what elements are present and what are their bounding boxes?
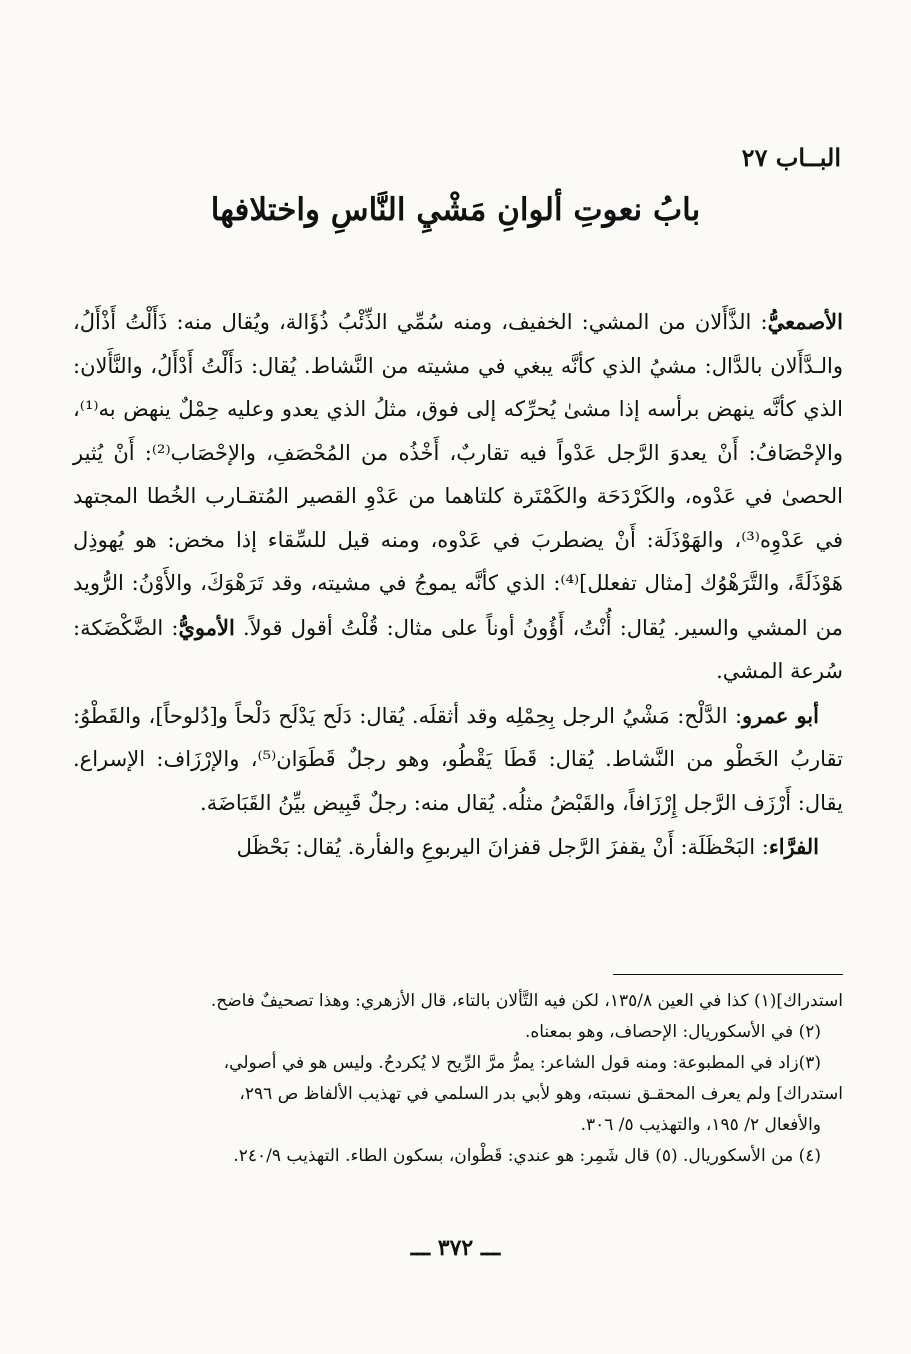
footnote-tag: استدراك]: [776, 1084, 843, 1104]
footnote-line: [15, 1079, 843, 1110]
footnote-text: والأفعال ٢/ ١٩٥، والتهذيب ٥/ ٣٠٦.: [580, 1115, 821, 1135]
footnote-text: (٤) من الأسكوريال. (٥) قال شَمِر: هو عندي: قَطْوان، بسكون الطاء. التهذيب ٢٤٠/٩.: [233, 1146, 821, 1166]
source-name: الأصمعيُّ: [767, 309, 843, 334]
footnote-line: [15, 986, 843, 1017]
source-name: أبو عمرو: [742, 702, 819, 728]
footnote-tag: استدراك]: [776, 991, 843, 1011]
footnote-text: (٣)زاد في المطبوعة: ومنه قول الشاعر: يمرُّ مرَّ الرِّيح لا يُكردحُ. وليس هو في أصولي،: [223, 1053, 821, 1073]
main-text: [73, 300, 843, 870]
footnote-text: (٢) في الأسكوريال: الإحصاف، وهو بمعناه.: [524, 1022, 821, 1042]
paragraph-abu-amr: [73, 694, 843, 826]
footnote-text: (١) كذا في العين ١٣٥/٨، لكن فيه التَّألان بالتاء، قال الأزهري: وهذا تصحيفٌ فاضح.: [210, 991, 777, 1011]
footnote-line: [15, 1048, 843, 1079]
chapter-label: البــاب ٢٧: [741, 143, 841, 172]
footnote-line: [15, 1141, 843, 1172]
footnote-divider: [613, 974, 843, 975]
footnote-text: ولم يعرف المحقـق نسبته، وهو لأبي بدر السلمي في تهذيب الألفاظ ص ٢٩٦،: [239, 1084, 771, 1104]
paragraph-asmai: [73, 300, 843, 694]
source-name: الفرَّاء: [768, 834, 819, 859]
footnote-line: [15, 1017, 843, 1048]
paragraph-text: : الدَّلْح: مَشْيُ الرجل بِحِمْلِه وقد أثقلَه. يُقال: دَلَح يَدْلَح دَلْحاً و[دُلوحاً]، والقَطْوُ: تقاربُ الخَطْو من النَّشاط. يُقال: قَطَا يَقْطُو، وهو رجلٌ قَطَوَان⁽⁵⁾، والإرْزَاف: الإسراع. يقال: أَرْزَف الرَّجل إِرْزَافاً، والقَبْضُ مثلُه. يُقال منه: رجلٌ قَبِيض بيِّنُ القَبَاضَة.: [73, 703, 843, 815]
paragraph-text: : الذَّأَلان من المشي: الخفيف، ومنه سُمِّي الذِّئْبُ ذُؤَالة، ويُقال منه: ذَأَلْتُ أَذْأَلُ، والـدَّأَلان بالدَّال: مشيُ الذي كأنَّه يبغي في مشيته من النَّشاط. يُقال: دَأَلْتُ أَدْأَلُ، والنَّأَلان: الذي كأنَّه ينهض برأسه إذا مشىٰ يُحرِّكه إلى فوق، مثلُ الذي يعدو وعليه حِمْلٌ ينهض به⁽¹⁾، والإحْصَافُ: أَنْ يعدوَ الرَّجل عَدْواً فيه تقاربٌ، أَخْذُه من المُحْصَفِ، والإحْصَاب⁽²⁾: أَنْ يُثير الحصىٰ في عَدْوه، والكَرْدَحَة والكَمْتَرة كلتاهما من عَدْوِ القصير المُتقـارب الخُطا المجتهد في عَدْوِه⁽³⁾، والهَوْذَلَة: أَنْ يضطربَ في عَدْوه، ومنه قيل للسِّقاء إذا مخض: هو يُهوذِل هَوْذَلَةً، والتَّرَهْوُك [مثال تفعلل]⁽⁴⁾: الذي كأنَّه يموجُ في مشيته، وقد تَرَهْوَكَ، والأَوْنُ: الرُّويد من المشي والسير. يُقال: أُنْتُ، أَؤُونُ أوناً على مثال: قُلْتُ أقول قولاً.: [73, 310, 844, 640]
paragraph-text: : الضَّكْضَكة: سُرعة المشي.: [73, 615, 843, 683]
footnotes: [15, 986, 843, 1172]
paragraph-text: : البَحْظَلَة: أَنْ يقفزَ الرَّجل قفزانَ اليربوعِ والفأرة. يُقال: بَحْظَل: [236, 835, 769, 859]
footnote-line: [15, 1110, 843, 1141]
source-name: الأمويُّ: [178, 614, 235, 640]
page-number: ـــ ٣٧٢ ـــ: [410, 1235, 501, 1261]
paragraph-farra: [73, 825, 843, 870]
page-title: بابُ نعوتِ ألوانِ مَشْيِ النَّاسِ واختلافها: [210, 192, 701, 228]
